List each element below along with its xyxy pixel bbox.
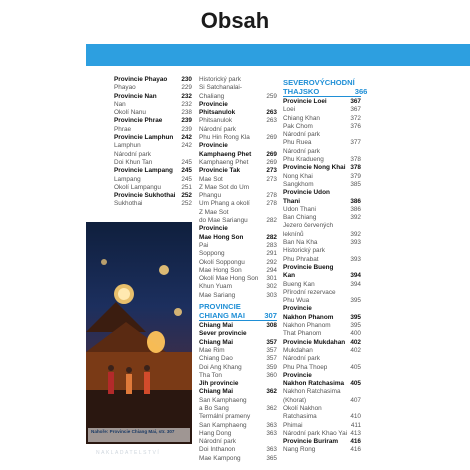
toc-page-number: 363 bbox=[266, 446, 277, 454]
person bbox=[108, 372, 114, 394]
lantern bbox=[174, 308, 182, 316]
toc-entry-province[interactable] bbox=[283, 264, 361, 281]
toc-entry-title: Pai bbox=[199, 241, 209, 249]
toc-entry-place[interactable] bbox=[199, 250, 277, 258]
toc-page-number: 303 bbox=[266, 291, 277, 299]
toc-entry-province[interactable] bbox=[283, 164, 361, 172]
toc-entry-title: Okolí Nakhon Ratchasima bbox=[283, 404, 322, 421]
toc-entry-title: San Kamphaeng a Bo Sang bbox=[199, 396, 247, 412]
toc-entry-title: Lamphun bbox=[114, 142, 141, 150]
toc-entry-place[interactable] bbox=[283, 247, 361, 264]
toc-page-number: 259 bbox=[266, 92, 277, 100]
toc-page-number: 242 bbox=[181, 142, 192, 150]
toc-entry-title: Přírodní rezervace Phu Wua bbox=[283, 288, 336, 305]
toc-entry-place[interactable] bbox=[199, 184, 277, 201]
toc-entry-title: Národní park Doi Khun Tan bbox=[114, 150, 153, 166]
toc-entry-title: Provincie Nakhon Ratchasima bbox=[283, 371, 345, 388]
toc-entry-title: Okolí Nanu bbox=[114, 109, 146, 117]
toc-entry-province[interactable] bbox=[283, 189, 361, 206]
toc-entry-place[interactable] bbox=[199, 275, 277, 283]
toc-entry-place[interactable] bbox=[283, 330, 361, 338]
toc-entry-title: Nakhon Phanom bbox=[283, 322, 331, 330]
toc-entry-place[interactable] bbox=[199, 372, 277, 380]
toc-entry-title: Doi Ang Khang bbox=[199, 363, 242, 371]
toc-entry-place[interactable] bbox=[114, 101, 192, 109]
toc-page-number: 393 bbox=[350, 255, 361, 263]
toc-page-number: 278 bbox=[266, 192, 277, 200]
toc-entry-title: Provincie Bueng Kan bbox=[283, 263, 334, 280]
toc-entry-title: Mae Rim bbox=[199, 346, 225, 354]
toc-entry-place[interactable] bbox=[199, 126, 277, 143]
toc-entry-place[interactable] bbox=[199, 430, 277, 438]
toc-entry-title: Um Phang a okolí bbox=[199, 200, 250, 208]
toc-entry-province[interactable] bbox=[199, 167, 277, 175]
toc-entry-title: Provincie Lampang bbox=[114, 167, 173, 175]
toc-entry-place[interactable] bbox=[199, 117, 277, 125]
toc-entry-province[interactable] bbox=[199, 330, 277, 347]
toc-page-number: 278 bbox=[266, 200, 277, 208]
toc-entry-province[interactable] bbox=[114, 93, 192, 101]
toc-page-number: 377 bbox=[350, 139, 361, 147]
toc-page-number: 283 bbox=[266, 241, 277, 249]
toc-entry-title: Národní park Phu Ruea bbox=[283, 131, 320, 147]
toc-page-number: 282 bbox=[266, 217, 277, 225]
toc-entry-title: Historický park Si Satchanalai-Chaliang bbox=[199, 76, 242, 100]
toc-entry-title: Národní park Phu Kradueng bbox=[283, 147, 324, 164]
toc-entry-title: Provincie Kamphaeng Phet bbox=[199, 142, 252, 158]
toc-entry-place[interactable] bbox=[283, 181, 361, 189]
toc-entry-place[interactable] bbox=[199, 347, 277, 355]
toc-entry-place[interactable] bbox=[199, 159, 277, 167]
toc-entry-title: Phayao bbox=[114, 84, 136, 92]
toc-entry-place[interactable] bbox=[199, 283, 277, 291]
toc-entry-place[interactable] bbox=[199, 76, 277, 101]
toc-page-number: 372 bbox=[350, 114, 361, 122]
toc-page-number: 263 bbox=[266, 117, 277, 125]
toc-page-number: 386 bbox=[350, 197, 361, 205]
toc-entry-title: Provincie Tak bbox=[199, 167, 241, 175]
toc-entry-place[interactable] bbox=[114, 184, 192, 192]
toc-entry-province[interactable] bbox=[114, 192, 192, 200]
toc-entry-title: Provincie Nong Khai bbox=[283, 164, 346, 172]
toc-entry-title: Národní park Khao Yai bbox=[283, 429, 348, 437]
toc-entry-province[interactable] bbox=[199, 101, 277, 118]
toc-entry-title: Okolí Mae Hong Son bbox=[199, 275, 259, 283]
toc-entry-title: Provincie Nan bbox=[114, 92, 157, 100]
toc-entry-title: Ban Chiang bbox=[283, 214, 317, 222]
toc-entry-place[interactable] bbox=[283, 422, 361, 430]
lantern-festival-photo bbox=[86, 222, 192, 444]
toc-entry-province[interactable] bbox=[114, 76, 192, 84]
toc-page-number: 405 bbox=[350, 380, 361, 388]
header-band bbox=[86, 44, 470, 66]
toc-page-number: 245 bbox=[181, 158, 192, 166]
lantern bbox=[147, 331, 165, 353]
toc-entry-place[interactable] bbox=[283, 123, 361, 131]
toc-page-number: 232 bbox=[181, 100, 192, 108]
toc-page-number: 407 bbox=[350, 396, 361, 404]
toc-page-number: 263 bbox=[266, 109, 277, 117]
toc-entry-province[interactable] bbox=[114, 117, 192, 125]
toc-entry-place[interactable] bbox=[199, 397, 277, 414]
toc-page-number: 238 bbox=[181, 109, 192, 117]
toc-entry-title: Chiang Dao bbox=[199, 355, 233, 363]
toc-page-number: 282 bbox=[266, 233, 277, 241]
toc-entry-title: Bueng Kan bbox=[283, 280, 315, 288]
toc-page-number: 269 bbox=[266, 150, 277, 158]
toc-page-number: 359 bbox=[266, 363, 277, 371]
toc-entry-place[interactable] bbox=[283, 106, 361, 114]
toc-entry-title: Mae Sot bbox=[199, 175, 223, 183]
toc-page-number: 365 bbox=[266, 454, 277, 462]
toc-entry-title: Lampang bbox=[114, 175, 141, 183]
toc-entry-place[interactable] bbox=[283, 148, 361, 165]
toc-entry-place[interactable] bbox=[114, 151, 192, 168]
toc-entry-place[interactable] bbox=[283, 281, 361, 289]
lantern bbox=[118, 288, 130, 300]
toc-entry-province[interactable] bbox=[114, 134, 192, 142]
person bbox=[144, 372, 150, 394]
toc-entry-title: Provincie Mae Hong Son bbox=[199, 225, 244, 241]
toc-page-number: 362 bbox=[266, 404, 277, 412]
toc-page-number: 302 bbox=[266, 283, 277, 291]
toc-entry-title: Historický park Phu Phrabat bbox=[283, 247, 325, 263]
lantern bbox=[159, 265, 169, 275]
toc-page-number: 307 bbox=[264, 311, 277, 321]
toc-page-number: 411 bbox=[350, 421, 361, 429]
toc-entry-place[interactable] bbox=[283, 388, 361, 405]
toc-entry-place[interactable] bbox=[283, 173, 361, 181]
toc-entry-title: Národní park Phu Hin Rong Kla bbox=[199, 125, 250, 142]
toc-entry-title: Sever provincie Chiang Mai bbox=[199, 330, 247, 346]
toc-page-number: 294 bbox=[266, 266, 277, 274]
toc-page-number: 362 bbox=[266, 388, 277, 396]
toc-page-number: 378 bbox=[350, 164, 361, 172]
toc-entry-title: Provincie Phitsanulok bbox=[199, 100, 236, 117]
toc-entry-title: Udon Thani bbox=[283, 205, 316, 213]
toc-entry-title: Mae Sariang bbox=[199, 291, 236, 299]
toc-entry-place[interactable] bbox=[114, 176, 192, 184]
toc-entry-place[interactable] bbox=[199, 176, 277, 184]
toc-page-number: 245 bbox=[181, 167, 192, 175]
toc-page-number: 363 bbox=[266, 421, 277, 429]
toc-entry-place[interactable] bbox=[283, 430, 361, 438]
toc-column-1 bbox=[114, 76, 192, 209]
toc-entry-title: Soppong bbox=[199, 250, 225, 258]
toc-page-number: 376 bbox=[350, 122, 361, 130]
toc-entry-place[interactable] bbox=[199, 292, 277, 300]
toc-entry-place[interactable] bbox=[114, 200, 192, 208]
toc-entry-title: Z Mae Sot do Um Phangu bbox=[199, 183, 250, 200]
toc-entry-title: Phimai bbox=[283, 421, 303, 429]
toc-entry-title: Jih provincie Chiang Mai bbox=[199, 380, 239, 396]
toc-entry-title: Phrae bbox=[114, 125, 132, 133]
toc-entry-place[interactable] bbox=[283, 289, 361, 306]
toc-column-3 bbox=[283, 76, 368, 455]
toc-page-number: 395 bbox=[350, 297, 361, 305]
toc-page-number: 366 bbox=[354, 87, 368, 96]
toc-page-number: 367 bbox=[350, 106, 361, 114]
toc-entry-province[interactable] bbox=[283, 339, 361, 347]
toc-page-number: 301 bbox=[266, 275, 277, 283]
toc-entry-province[interactable] bbox=[199, 322, 277, 330]
toc-entry-province[interactable] bbox=[114, 167, 192, 175]
toc-entry-place[interactable] bbox=[283, 206, 361, 214]
toc-entry-title: Provincie Udon Thani bbox=[283, 189, 330, 205]
toc-entry-province[interactable] bbox=[199, 380, 277, 397]
toc-entry-place[interactable] bbox=[199, 259, 277, 267]
watermark-text: NAKLADATELSTVÍ bbox=[96, 450, 161, 456]
toc-column-2 bbox=[199, 76, 277, 463]
toc-entry-place[interactable] bbox=[199, 413, 277, 430]
toc-page-number: 405 bbox=[350, 363, 361, 371]
toc-entry-title: Mae Kampong bbox=[199, 454, 241, 462]
toc-page-number: 357 bbox=[266, 338, 277, 346]
toc-entry-title: Národní park Doi Inthanon bbox=[199, 438, 236, 454]
toc-entry-place[interactable] bbox=[283, 347, 361, 355]
toc-page-number: 252 bbox=[181, 192, 192, 200]
toc-entry-title: Mae Hong Son bbox=[199, 266, 242, 274]
toc-page-number: 402 bbox=[350, 338, 361, 346]
toc-entry-place[interactable] bbox=[283, 355, 361, 372]
toc-page-number: 392 bbox=[350, 214, 361, 222]
toc-entry-place[interactable] bbox=[199, 209, 277, 226]
toc-entry-title: Khun Yuam bbox=[199, 283, 232, 291]
temple-wall bbox=[86, 352, 192, 392]
toc-page-number: 291 bbox=[266, 250, 277, 258]
toc-section-heading[interactable] bbox=[283, 78, 368, 97]
toc-entry-place[interactable] bbox=[199, 200, 277, 208]
toc-page-number: 413 bbox=[350, 429, 361, 437]
toc-entry-title: Provincie Phayao bbox=[114, 76, 168, 83]
toc-entry-title: Ban Na Kha bbox=[283, 239, 318, 247]
toc-entry-title: Provincie Loei bbox=[283, 98, 327, 105]
toc-page-number: 400 bbox=[350, 330, 361, 338]
toc-page-number: 357 bbox=[266, 355, 277, 363]
toc-entry-title: Nong Khai bbox=[283, 172, 313, 180]
toc-entry-province[interactable] bbox=[199, 225, 277, 242]
toc-entry-title: Okolí Lampangu bbox=[114, 183, 161, 191]
toc-page-number: 292 bbox=[266, 258, 277, 266]
toc-entry-title: Sukhothai bbox=[114, 200, 143, 208]
toc-page-number: 378 bbox=[350, 156, 361, 164]
toc-entry-place[interactable] bbox=[114, 109, 192, 117]
toc-page-number: 273 bbox=[266, 175, 277, 183]
toc-page-number: 269 bbox=[266, 158, 277, 166]
photo-caption: Nahoře: Provincie Chiang Mai, str. 307 bbox=[88, 428, 190, 442]
toc-page-number: 386 bbox=[350, 205, 361, 213]
toc-entry-place[interactable] bbox=[199, 455, 277, 463]
toc-entry-province[interactable] bbox=[283, 372, 361, 389]
person-head bbox=[144, 365, 150, 371]
toc-entry-place[interactable] bbox=[283, 115, 361, 123]
toc-page-number: 379 bbox=[350, 172, 361, 180]
toc-page-number: 239 bbox=[181, 117, 192, 125]
page-title: Obsah bbox=[200, 8, 270, 33]
toc-entry-place[interactable] bbox=[199, 242, 277, 250]
toc-entry-title: Chiang Mai bbox=[199, 322, 234, 330]
toc-page-number: 269 bbox=[266, 134, 277, 142]
toc-entry-place[interactable] bbox=[199, 364, 277, 372]
toc-page-number: 392 bbox=[350, 230, 361, 238]
toc-page-number: 273 bbox=[266, 167, 277, 175]
toc-entry-title: Provincie Buriram bbox=[283, 438, 339, 446]
toc-page-number: 245 bbox=[181, 175, 192, 183]
toc-page-number: 363 bbox=[266, 429, 277, 437]
toc-entry-place[interactable] bbox=[114, 84, 192, 92]
toc-entry-title: Provincie Phrae bbox=[114, 117, 163, 125]
toc-entry-title: Kamphaeng Phet bbox=[199, 158, 249, 166]
toc-entry-title: PROVINCIE CHIANG MAI bbox=[199, 302, 245, 321]
toc-page-number: 394 bbox=[350, 280, 361, 288]
toc-page-number: 232 bbox=[181, 92, 192, 100]
toc-entry-place[interactable] bbox=[114, 126, 192, 134]
toc-entry-title: Okolí Soppongu bbox=[199, 258, 245, 266]
toc-entry-title: Mukdahan bbox=[283, 346, 313, 354]
toc-page-number: 367 bbox=[350, 98, 361, 105]
toc-entry-title: Chiang Khan bbox=[283, 114, 320, 122]
toc-entry-title: Hang Dong bbox=[199, 429, 232, 437]
toc-entry-place[interactable] bbox=[114, 142, 192, 150]
toc-page-number: 393 bbox=[350, 239, 361, 247]
toc-entry-province[interactable] bbox=[283, 438, 361, 446]
toc-entry-place[interactable] bbox=[283, 222, 361, 239]
toc-page-number: 230 bbox=[181, 76, 192, 83]
toc-entry-title: Sangkhom bbox=[283, 180, 314, 188]
toc-entry-title: Provincie Nakhon Phanom bbox=[283, 305, 334, 321]
toc-entry-title: Tha Ton bbox=[199, 371, 222, 379]
person-head bbox=[126, 367, 132, 373]
toc-page-number: 395 bbox=[350, 322, 361, 330]
toc-entry-title: Jezero červených leknínů bbox=[283, 222, 334, 238]
toc-page-number: 385 bbox=[350, 180, 361, 188]
toc-entry-province[interactable] bbox=[199, 142, 277, 159]
toc-entry-title: Provincie Sukhothai bbox=[114, 192, 176, 200]
toc-entry-title: Pak Chom bbox=[283, 122, 313, 130]
person bbox=[126, 374, 132, 394]
toc-entry-title: Provincie Lamphun bbox=[114, 134, 174, 142]
toc-entry-title: That Phanom bbox=[283, 330, 322, 338]
toc-entry-title: Národní park Phu Pha Thoep bbox=[283, 355, 328, 371]
toc-page-number: 395 bbox=[350, 313, 361, 321]
toc-entry-title: Nakhon Ratchasima (Khorat) bbox=[283, 388, 341, 404]
person-head bbox=[108, 365, 114, 371]
toc-page-number: 357 bbox=[266, 346, 277, 354]
toc-entry-place[interactable] bbox=[199, 267, 277, 275]
toc-entry-title: Phitsanulok bbox=[199, 117, 233, 125]
toc-entry-title: Nang Rong bbox=[283, 446, 316, 454]
toc-entry-title: SEVEROVÝCHODNÍ THAJSKO bbox=[283, 78, 355, 96]
toc-page-number: 416 bbox=[350, 438, 361, 446]
toc-entry-title: Z Mae Sot do Mae Sariangu bbox=[199, 208, 248, 225]
toc-entry-place[interactable] bbox=[283, 239, 361, 247]
toc-entry-province[interactable] bbox=[283, 98, 361, 106]
toc-page-number: 252 bbox=[181, 200, 192, 208]
toc-entry-title: Nan bbox=[114, 100, 126, 108]
toc-entry-place[interactable] bbox=[283, 322, 361, 330]
toc-page-number: 242 bbox=[181, 134, 192, 142]
toc-section-heading[interactable] bbox=[199, 302, 277, 321]
toc-entry-place[interactable] bbox=[283, 214, 361, 222]
toc-entry-title: Provincie Mukdahan bbox=[283, 338, 346, 346]
toc-page-number: 402 bbox=[350, 346, 361, 354]
lantern bbox=[101, 259, 107, 265]
toc-page-number: 394 bbox=[350, 272, 361, 280]
toc-page-number: 239 bbox=[181, 125, 192, 133]
toc-entry-province[interactable] bbox=[283, 305, 361, 322]
toc-page-number: 229 bbox=[181, 84, 192, 92]
toc-entry-place[interactable] bbox=[199, 355, 277, 363]
toc-page-number: 410 bbox=[350, 413, 361, 421]
photo-illustration bbox=[86, 222, 192, 444]
toc-page-number: 308 bbox=[266, 322, 277, 330]
toc-entry-place[interactable] bbox=[283, 131, 361, 148]
toc-page-number: 251 bbox=[181, 183, 192, 191]
toc-entry-place[interactable] bbox=[283, 405, 361, 422]
toc-page-number: 360 bbox=[266, 371, 277, 379]
toc-entry-title: Termální prameny San Kamphaeng bbox=[199, 413, 251, 429]
toc-entry-title: Loei bbox=[283, 106, 296, 114]
toc-page-number: 416 bbox=[350, 446, 361, 454]
temple-roof bbox=[86, 302, 146, 332]
